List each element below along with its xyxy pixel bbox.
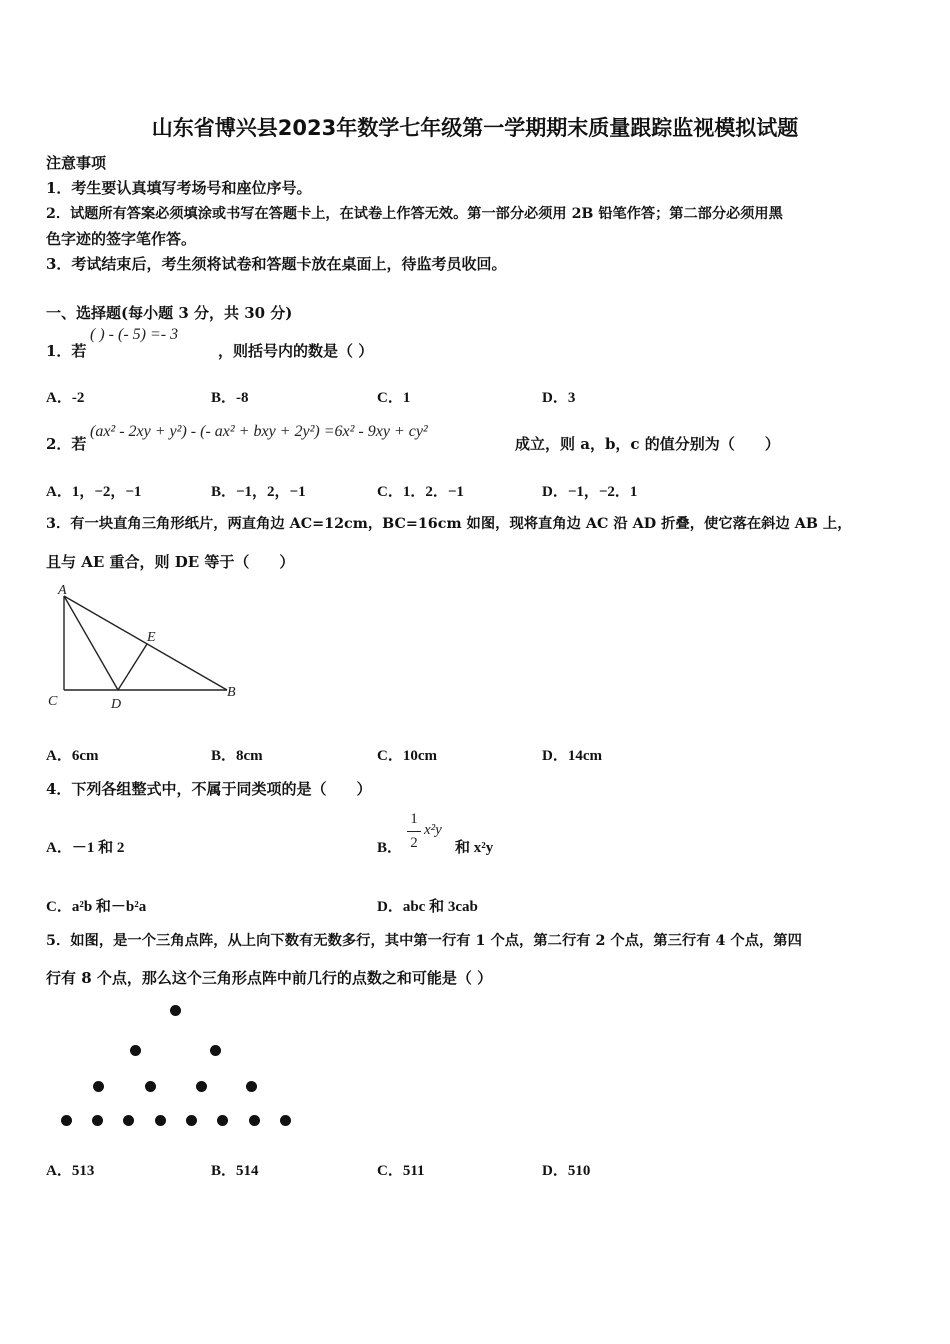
q3-stem-line1: 3．有一块直角三角形纸片，两直角边 AC=12cm，BC=16cm 如图，现将直角边 AC 沿 AD 折叠，使它落在斜边 AB 上， <box>46 516 852 532</box>
note-item: 色字迹的签字笔作答。 <box>46 230 197 248</box>
note-item: 1．考生要认真填写考场号和座位序号。 <box>46 179 312 197</box>
lattice-dot <box>92 1115 103 1126</box>
q1-option-a: A．-2 <box>46 390 85 406</box>
q3-stem-line2: 且与 AE 重合，则 DE 等于（ ） <box>46 553 295 571</box>
q3-option-c: C．10cm <box>377 748 437 764</box>
q4-fraction-bar <box>407 831 421 832</box>
q4-option-b-prefix: B． <box>377 840 403 856</box>
q5-stem-line2: 行有 8 个点，那么这个三角形点阵中前几行的点数之和可能是（ ） <box>46 969 493 987</box>
label-d: D <box>111 697 122 712</box>
q2-option-a: A．1，−2，−1 <box>46 484 142 500</box>
note-item: 2．试题所有答案必须填涂或书写在答题卡上，在试卷上作答无效。第一部分必须用 2B 铅笔作答；第二部分必须用黑 <box>46 206 783 222</box>
q4-stem: 4．下列各组整式中，不属于同类项的是（ ） <box>46 780 372 798</box>
lattice-dot <box>280 1115 291 1126</box>
q2-prefix: 2．若 <box>46 435 87 453</box>
q4-option-c: C．a²b 和－b²a <box>46 899 147 915</box>
q2-option-b: B．−1，2，−1 <box>211 484 306 500</box>
q4-option-a: A．－1 和 2 <box>46 840 125 856</box>
note-item: 3．考试结束后，考生须将试卷和答题卡放在桌面上，待监考员收回。 <box>46 255 507 273</box>
q2-suffix: 成立，则 a，b，c 的值分别为（ ） <box>515 435 780 453</box>
lattice-dot <box>130 1045 141 1056</box>
q2-option-c: C．1．2．−1 <box>377 484 464 500</box>
lattice-dot <box>210 1045 221 1056</box>
segment-de <box>118 644 147 690</box>
label-a: A <box>58 583 67 598</box>
q4-option-b-suffix: 和 x²y <box>455 840 494 856</box>
q1-suffix: ，则括号内的数是（ ） <box>218 342 374 360</box>
lattice-dot <box>145 1081 156 1092</box>
lattice-dot <box>155 1115 166 1126</box>
segment-ab <box>64 596 227 690</box>
q5-option-c: C．511 <box>377 1163 425 1179</box>
q3-option-d: D．14cm <box>542 748 602 764</box>
q4-option-b-expr: x²y <box>424 822 442 838</box>
lattice-dot <box>93 1081 104 1092</box>
q1-option-c: C．1 <box>377 390 411 406</box>
q1-option-d: D．3 <box>542 390 576 406</box>
lattice-dot <box>217 1115 228 1126</box>
q4-option-d: D．abc 和 3cab <box>377 899 478 915</box>
q3-option-a: A．6cm <box>46 748 99 764</box>
notes-heading: 注意事项 <box>46 154 107 172</box>
lattice-dot <box>186 1115 197 1126</box>
lattice-dot <box>123 1115 134 1126</box>
lattice-dot <box>196 1081 207 1092</box>
page-title: 山东省博兴县2023年数学七年级第一学期期末质量跟踪监视模拟试题 <box>151 116 799 140</box>
q1-formula: ( ) - (- 5) =- 3 <box>90 326 179 343</box>
label-e: E <box>147 630 156 645</box>
q5-stem-line1: 5．如图，是一个三角点阵，从上向下数有无数多行，其中第一行有 1 个点，第二行有 2 个点，第三行有 4 个点，第四 <box>46 933 802 949</box>
section-heading: 一、选择题(每小题 3 分，共 30 分) <box>46 304 293 322</box>
lattice-dot <box>246 1081 257 1092</box>
q5-option-a: A．513 <box>46 1163 95 1179</box>
q1-prefix: 1．若 <box>46 342 87 360</box>
q5-option-d: D．510 <box>542 1163 591 1179</box>
segment-ad <box>64 596 118 690</box>
q1-option-b: B．-8 <box>211 390 249 406</box>
q2-option-d: D．−1，−2．1 <box>542 484 638 500</box>
q4-fraction-numerator: 1 <box>410 811 418 827</box>
q3-option-b: B．8cm <box>211 748 263 764</box>
lattice-dot <box>61 1115 72 1126</box>
q5-option-b: B．514 <box>211 1163 259 1179</box>
lattice-dot <box>249 1115 260 1126</box>
q2-formula: (ax² - 2xy + y²) - (- ax² + bxy + 2y²) =6x² - 9xy + cy² <box>90 423 428 440</box>
label-b: B <box>227 685 236 700</box>
q4-fraction-denominator: 2 <box>410 835 418 851</box>
label-c: C <box>48 694 58 709</box>
q3-triangle-figure <box>44 578 254 718</box>
lattice-dot <box>170 1005 181 1016</box>
